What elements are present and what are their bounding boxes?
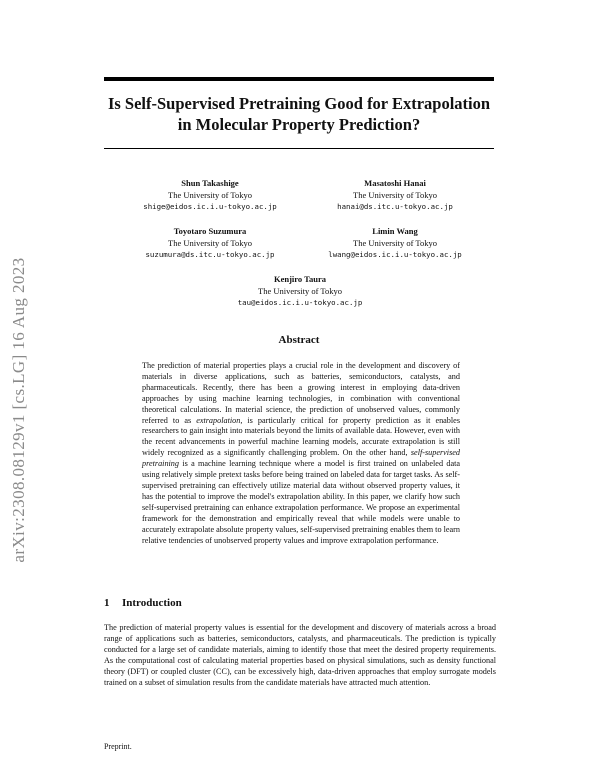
author-affiliation: The University of Tokyo — [168, 237, 252, 248]
title-line-2: in Molecular Property Prediction? — [177, 115, 421, 134]
author-block — [120, 226, 300, 261]
title-line-1: Is Self-Supervised Pretraining Good for Extrapolation — [107, 94, 491, 113]
author-block — [200, 274, 400, 309]
author-email[interactable]: suzumura@ds.itc.u-tokyo.ac.jp — [145, 250, 275, 259]
section-number: 1 — [104, 597, 110, 609]
abstract-text-part: The prediction of material properties plays a crucial role in the development and discovery of materials in diverse applications, such as batteries, semiconductors, catalysts, and pharmaceuticals. Recently, there has been a growing interest in employing data-driven approaches by using machine learning technologies, in combination with conventional theoretical calculations. In material science, the prediction of unobserved values, commonly referred to as — [142, 361, 460, 425]
title-rule-bottom — [104, 148, 494, 149]
abstract-text — [142, 361, 460, 546]
title-rule-top — [104, 77, 494, 81]
introduction-paragraph: The prediction of material property values is essential for the development and discovery of materials across a broad range of applications such as batteries, semiconductors, catalysts, and pharmaceuticals. The prediction is typically conducted for a large set of candidate materials, aiming to identify those that meet the desired property requirements. As the computational cost of calculating material properties based on physical simulations, such as density functional theory (DFT) or coupled cluster (CC), can be excessively high, data-driven approaches that employ surrogate models trained on a subset of simulation results from the candidate materials have attracted much attention. — [104, 623, 496, 687]
author-name: Toyotaro Suzumura — [173, 226, 247, 236]
author-affiliation: The University of Tokyo — [168, 189, 252, 200]
author-email[interactable]: hanai@ds.itc.u-tokyo.ac.jp — [337, 202, 453, 211]
author-block — [120, 178, 300, 213]
author-name: Masatoshi Hanai — [364, 178, 426, 188]
author-block — [300, 178, 490, 213]
author-name: Kenjiro Taura — [273, 274, 327, 284]
author-affiliation: The University of Tokyo — [353, 237, 437, 248]
section-heading-introduction — [104, 597, 182, 609]
author-name: Limin Wang — [372, 226, 418, 236]
author-email[interactable]: shige@eidos.ic.i.u-tokyo.ac.jp — [143, 202, 277, 211]
abstract-term-self-supervised: self-supervised pretraining — [142, 448, 460, 469]
abstract-term-extrapolation: extrapolation — [196, 415, 241, 425]
author-affiliation: The University of Tokyo — [258, 285, 342, 296]
author-block — [300, 226, 490, 261]
author-email[interactable]: lwang@eidos.ic.i.u-tokyo.ac.jp — [328, 250, 462, 259]
author-name: Shun Takashige — [181, 178, 239, 188]
abstract-text-part: is a machine learning technique where a model is first trained on unlabeled data using relatively simple pretext tasks before being trained on labeled data for target tasks. As self-supervised pretraining can effectively utilize material data without observed property values, it has the potential to improve the model's extrapolation ability. In this paper, we clarify how such self-supervised pretraining can enhance extrapolation performance. We propose an experimental framework for the demonstration and empirically reveal that while models were unable to accurately extrapolate absolute property values, self-supervised pretraining enables them to learn relative tendencies of unobserved property values and improve extrapolation performance. — [142, 459, 460, 545]
arxiv-identifier: arXiv:2308.08129v1 [cs.LG] 16 Aug 2023 — [9, 257, 28, 563]
section-title: Introduction — [122, 597, 182, 609]
author-email[interactable]: tau@eidos.ic.i.u-tokyo.ac.jp — [237, 298, 363, 307]
paper-title — [100, 93, 498, 135]
abstract-text-part: , is particularly critical for property prediction as it enables researchers to gain insight into materials beyond the limits of available data. However, even with the recent advancements in powerful machine learning models, accurate extrapolation is still widely recognized as a significantly challenging problem. On the other hand, — [142, 415, 461, 458]
author-affiliation: The University of Tokyo — [353, 189, 437, 200]
preprint-footnote: Preprint. — [104, 742, 132, 751]
abstract-heading: Abstract — [278, 334, 320, 346]
